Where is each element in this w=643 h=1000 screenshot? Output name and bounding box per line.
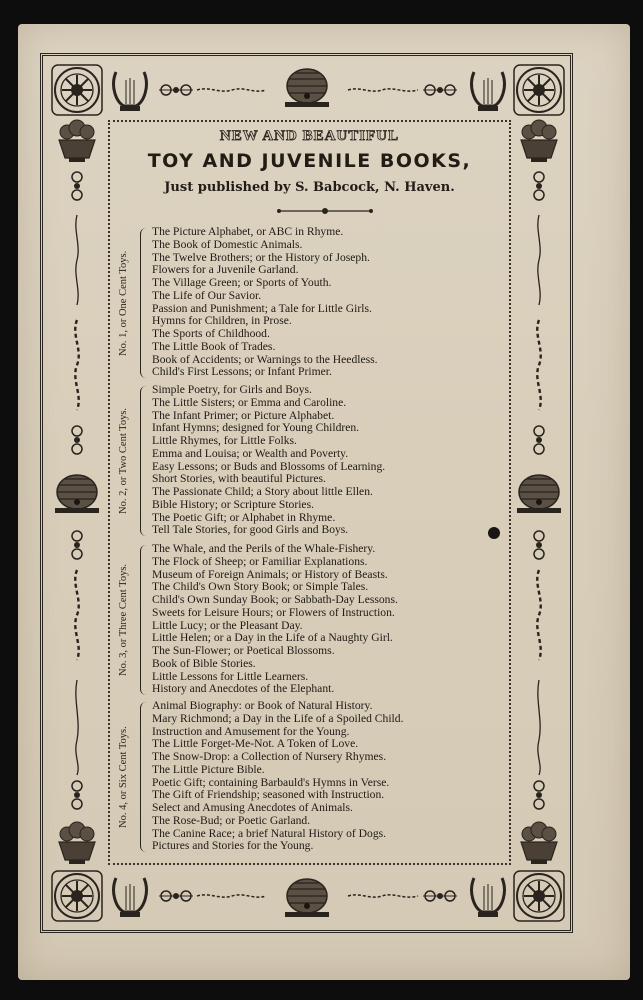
book-list xyxy=(152,384,497,537)
book-title: The Poetic Gift; or Alphabet in Rhyme. xyxy=(152,510,336,524)
book-title: The Whale, and the Perils of the Whale-Fishery. xyxy=(152,542,376,555)
section-brace xyxy=(140,545,149,695)
section-brace xyxy=(140,228,149,378)
book-title: The Sun-Flower; or Poetical Blossoms. xyxy=(152,644,335,657)
book-title: Easy Lessons; or Buds and Blossoms of Learning. xyxy=(152,459,386,473)
section-label: No. 1, or One Cent Toys. xyxy=(118,250,129,356)
header-tagline: NEW AND BEAUTIFUL xyxy=(219,128,400,144)
book-title: Sweets for Leisure Hours; or Flowers of Instruction. xyxy=(152,605,395,619)
section-label: No. 2, or Two Cent Toys. xyxy=(118,407,129,515)
book-title: The Picture Alphabet, or ABC in Rhyme. xyxy=(152,225,344,238)
book-title: Mary Richmond; a Day in the Life of a Spoiled Child. xyxy=(152,711,404,725)
book-title: Little Helen; or a Day in the Life of a Naughty Girl. xyxy=(152,631,393,645)
header-title: TOY AND JUVENILE BOOKS, xyxy=(147,150,472,172)
book-title: Instruction and Amusement for the Young. xyxy=(152,724,350,738)
book-title: Little Lucy; or the Pleasant Day. xyxy=(152,618,303,632)
book-title: The Child's Own Story Book; or Simple Tales. xyxy=(152,580,369,594)
section-label: No. 3, or Three Cent Toys. xyxy=(118,563,129,677)
book-title: The Twelve Brothers; or the History of Joseph. xyxy=(152,250,370,264)
divider-ornament xyxy=(275,205,375,217)
book-title: The Little Book of Trades. xyxy=(152,339,276,353)
book-title: Simple Poetry, for Girls and Boys. xyxy=(152,383,312,396)
book-title: Little Lessons for Little Learners. xyxy=(152,669,309,683)
ink-spot xyxy=(488,527,500,539)
book-title: Book of Accidents; or Warnings to the Heedless. xyxy=(152,352,378,366)
book-title: The Gift of Friendship; seasoned with Instruction. xyxy=(152,788,385,802)
book-title: Animal Biography: or Book of Natural History. xyxy=(152,699,373,712)
book-title: The Infant Primer; or Picture Alphabet. xyxy=(152,408,335,422)
book-title: The Life of Our Savior. xyxy=(152,288,262,302)
book-title: The Little Sisters; or Emma and Caroline. xyxy=(152,395,347,409)
book-title: Tell Tale Stories, for good Girls and Boys. xyxy=(152,523,349,537)
book-title: Child's First Lessons; or Infant Primer. xyxy=(152,365,332,379)
book-title: Emma and Louisa; or Wealth and Poverty. xyxy=(152,446,349,460)
book-title: Poetic Gift; containing Barbauld's Hymns in Verse. xyxy=(152,775,390,789)
book-title: The Flock of Sheep; or Familiar Explanations. xyxy=(152,554,368,568)
book-title: The Snow-Drop: a Collection of Nursery Rhymes. xyxy=(152,750,387,763)
book-title: The Rose-Bud; or Poetic Garland. xyxy=(152,813,311,827)
book-title: Select and Amusing Anecdotes of Animals. xyxy=(152,801,353,814)
section-brace xyxy=(140,702,149,852)
book-list xyxy=(152,226,497,379)
section-label: No. 4, or Six Cent Toys. xyxy=(118,726,129,828)
book-title: Short Stories, with beautiful Pictures. xyxy=(152,472,326,486)
book-title: Child's Own Sunday Book; or Sabbath-Day Lessons. xyxy=(152,593,398,606)
book-list xyxy=(152,543,497,696)
book-title: Passion and Punishment; a Tale for Little Girls. xyxy=(152,301,372,315)
book-title: Book of Bible Stories. xyxy=(152,656,256,670)
book-title: Infant Hymns; designed for Young Children. xyxy=(152,421,360,435)
book-title: The Little Forget-Me-Not. A Token of Love. xyxy=(152,737,359,751)
book-title: Bible History; or Scripture Stories. xyxy=(152,497,314,511)
book-title: The Canine Race; a brief Natural History of Dogs. xyxy=(152,826,387,840)
book-title: Little Rhymes, for Little Folks. xyxy=(152,434,297,447)
section-brace xyxy=(140,386,149,536)
book-title: Hymns for Children, in Prose. xyxy=(152,314,292,328)
book-title: The Passionate Child; a Story about little Ellen. xyxy=(152,485,373,498)
book-title: Pictures and Stories for the Young. xyxy=(152,839,314,853)
book-title: The Book of Domestic Animals. xyxy=(152,237,303,251)
book-list xyxy=(152,700,497,853)
book-title: The Little Picture Bible. xyxy=(152,762,265,776)
book-title: The Village Green; or Sports of Youth. xyxy=(152,276,332,289)
book-title: History and Anecdotes of the Elephant. xyxy=(152,682,335,696)
header-publisher: Just published by S. Babcock, N. Haven. xyxy=(164,180,455,195)
book-title: Museum of Foreign Animals; or History of Beasts. xyxy=(152,567,388,581)
book-title: The Sports of Childhood. xyxy=(152,327,270,340)
book-title: Flowers for a Juvenile Garland. xyxy=(152,263,299,277)
